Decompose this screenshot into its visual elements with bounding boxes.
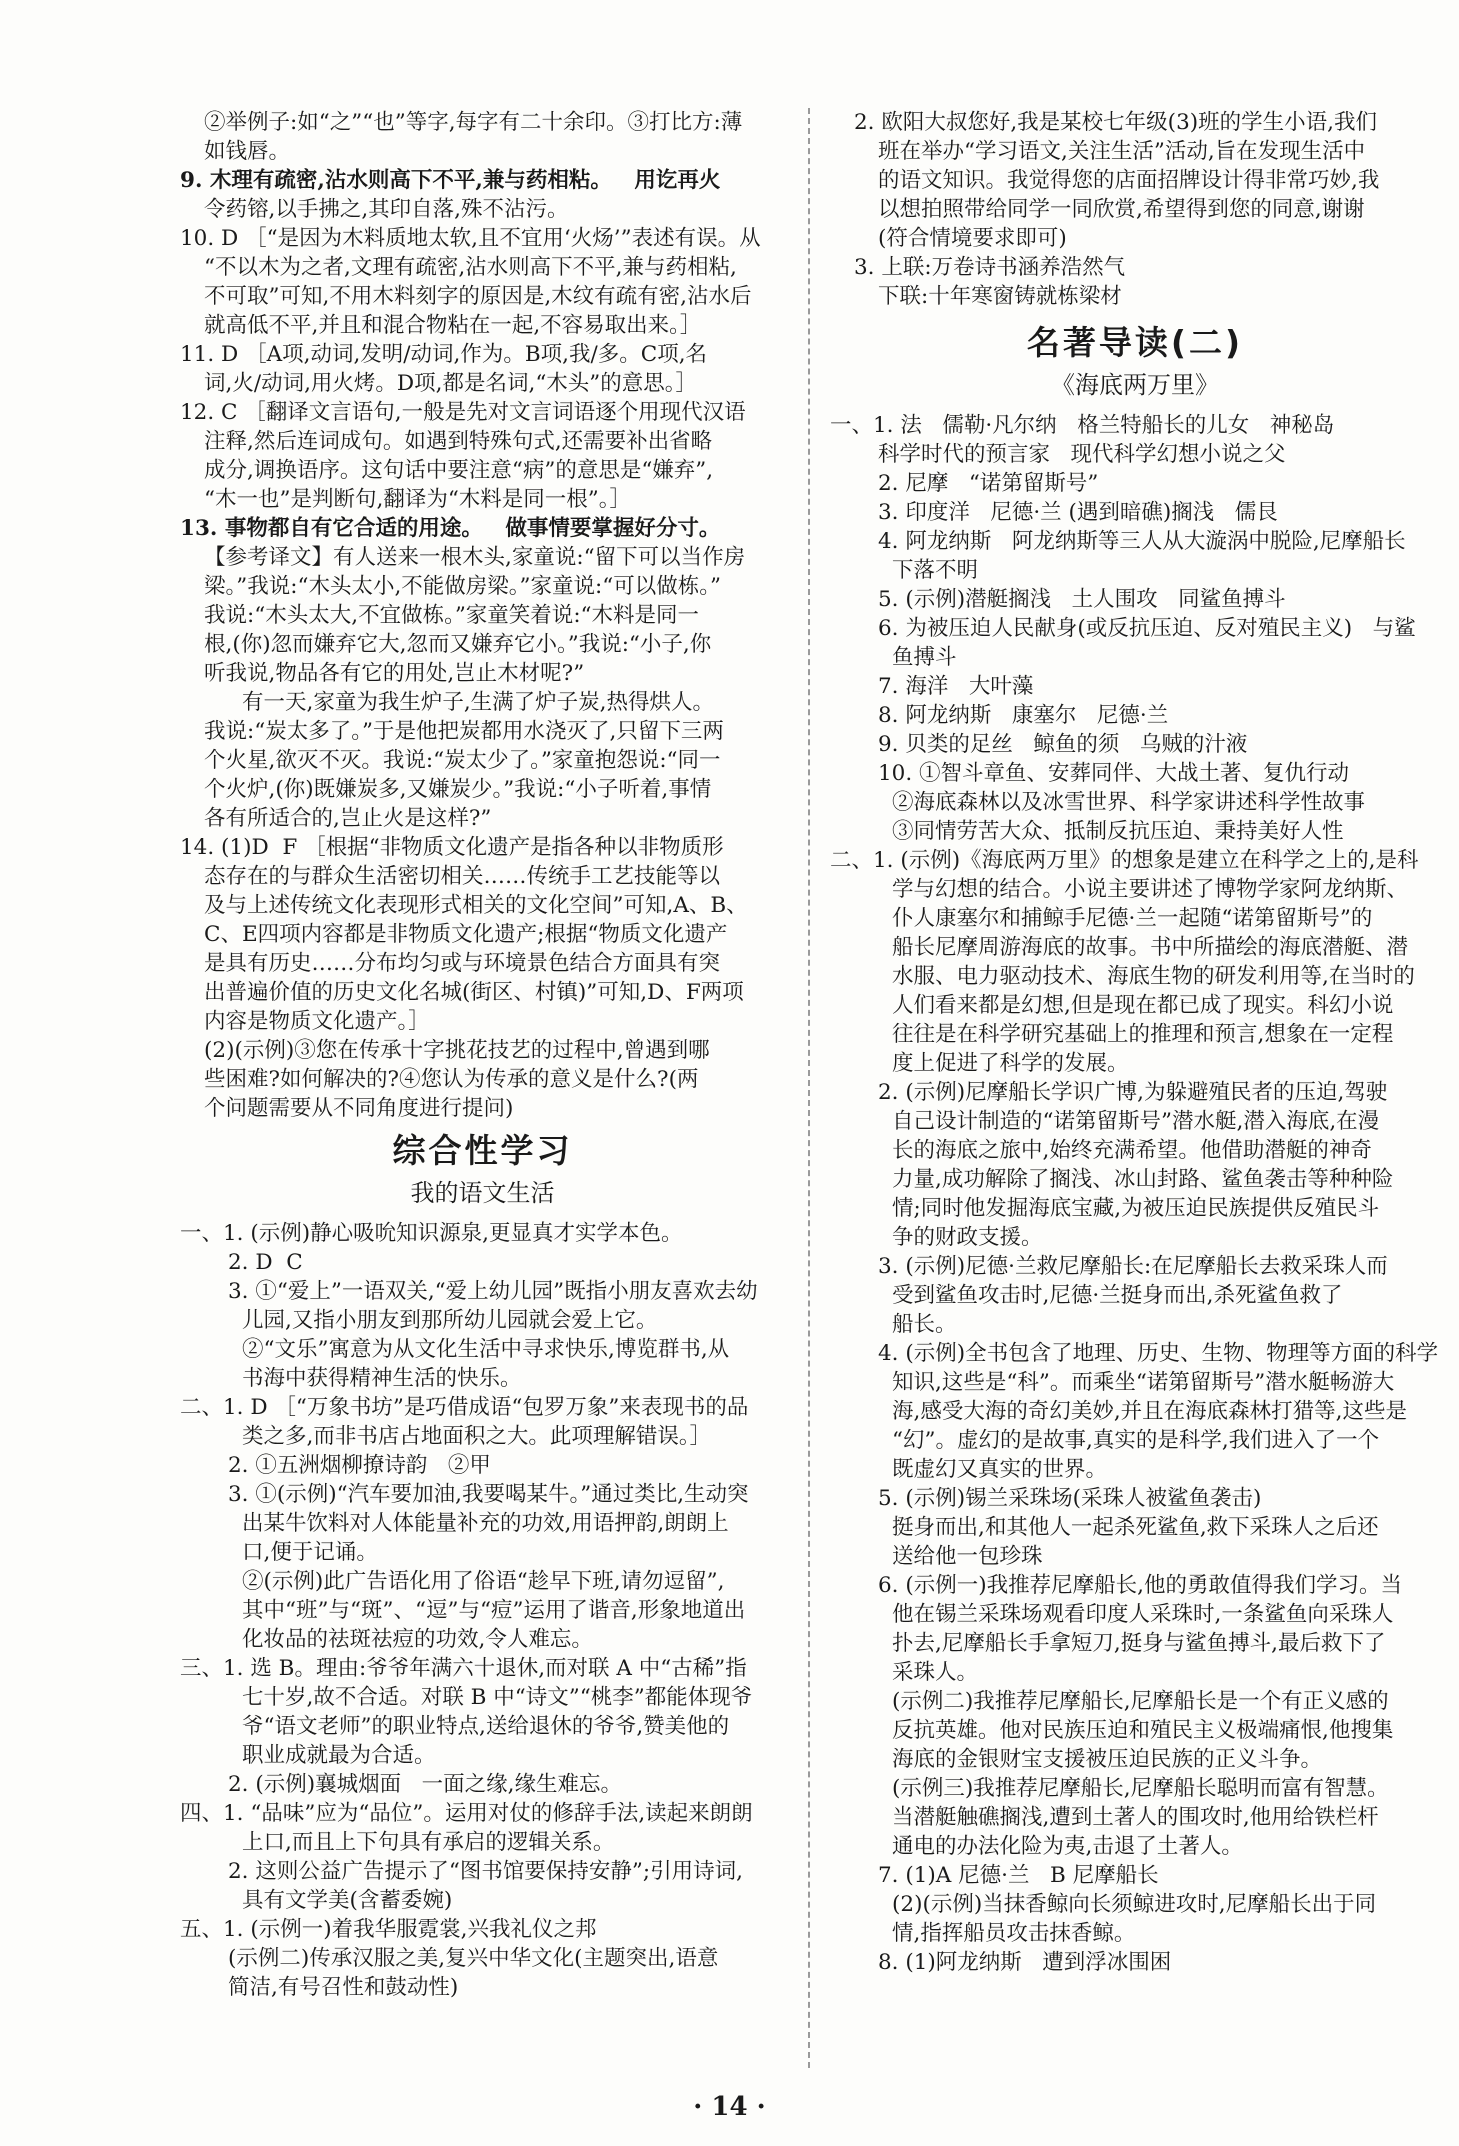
text-line: 成分,调换语序。这句话中要注意“病”的意思是“嫌弃”, xyxy=(204,458,714,483)
text-line: 二、1. (示例)《海底两万里》的想象是建立在科学之上的,是科 xyxy=(830,848,1419,873)
left-answers-block xyxy=(180,108,785,1123)
text-line: 听我说,物品各有它的用处,岂止木材呢?” xyxy=(204,661,585,686)
text-line: 当潜艇触礁搁浅,遭到土著人的围攻时,他用给铁栏杆 xyxy=(892,1805,1379,1830)
text-line: 是具有历史……分布均匀或与环境景色结合方面具有突 xyxy=(204,951,721,976)
text-line: 受到鲨鱼攻击时,尼德·兰挺身而出,杀死鲨鱼救了 xyxy=(892,1283,1343,1308)
text-line: 情,指挥船员攻击抹香鲸。 xyxy=(892,1921,1136,1946)
text-line: “木一也”是判断句,翻译为“木料是同一根”。］ xyxy=(204,487,632,512)
left-comprehensive-block xyxy=(180,1219,785,2002)
text-line: 10. ①智斗章鱼、安葬同伴、大战土著、复仇行动 xyxy=(878,761,1350,786)
text-line: 个问题需要从不同角度进行提问) xyxy=(204,1096,514,1121)
text-line: 一、1. (示例)静心吸吮知识源泉,更显真才实学本色。 xyxy=(180,1221,683,1246)
text-line: 的语文知识。我觉得您的店面招牌设计得非常巧妙,我 xyxy=(878,168,1380,193)
text-line: 有一天,家童为我生炉子,生满了炉子炭,热得烘人。 xyxy=(242,690,715,715)
left-column xyxy=(180,108,785,2002)
text-line: 通电的办法化险为夷,击退了土著人。 xyxy=(892,1834,1243,1859)
text-line: 人们看来都是幻想,但是现在都已成了现实。科幻小说 xyxy=(892,993,1394,1018)
text-line: 7. 海洋 大叶藻 xyxy=(878,674,1034,699)
text-line: 班在举办“学习语文,关注生活”活动,旨在发现生活中 xyxy=(878,139,1366,164)
text-line: 3. 上联:万卷诗书涵养浩然气 xyxy=(854,255,1126,280)
text-line: 2. 欧阳大叔您好,我是某校七年级(3)班的学生小语,我们 xyxy=(854,110,1377,135)
text-line: C、E四项内容都是非物质文化遗产;根据“物质文化遗产 xyxy=(204,922,728,947)
text-line: 8. (1)阿龙纳斯 遭到浮冰围困 xyxy=(878,1950,1172,1975)
text-line: (示例二)我推荐尼摩船长,尼摩船长是一个有正义感的 xyxy=(892,1689,1389,1714)
text-line: 儿园,又指小朋友到那所幼儿园就会爱上它。 xyxy=(242,1308,658,1333)
text-line: 度上促进了科学的发展。 xyxy=(892,1051,1129,1076)
text-line: 出某牛饮料对人体能量补充的功效,用语押韵,朗朗上 xyxy=(242,1511,729,1536)
text-line: 2. 尼摩 “诺第留斯号” xyxy=(878,471,1099,496)
text-line: 个火星,欲灭不灭。我说:“炭太少了。”家童抱怨说:“同一 xyxy=(204,748,721,773)
text-line: 以想拍照带给同学一同欣赏,希望得到您的同意,谢谢 xyxy=(878,197,1365,222)
text-line: 及与上述传统文化表现形式相关的文化空间”可知,A、B、 xyxy=(204,893,748,918)
section-title-zonghexing: 综合性学习 xyxy=(392,1131,573,1170)
text-line: 上口,而且上下句具有承启的逻辑关系。 xyxy=(242,1830,615,1855)
text-line: 词,火/动词,用火烤。D项,都是名词,“木头”的意思。］ xyxy=(204,371,698,396)
text-line: 知识,这些是“科”。而乘坐“诺第留斯号”潜水艇畅游大 xyxy=(892,1370,1395,1395)
text-line: ②海底森林以及冰雪世界、科学家讲述科学性故事 xyxy=(892,790,1366,815)
text-line: 二、1. D ［“万象书坊”是巧借成语“包罗万象”来表现书的品 xyxy=(180,1395,749,1420)
text-line: “幻”。虚幻的是故事,真实的是科学,我们进入了一个 xyxy=(892,1428,1380,1453)
text-line: 内容是物质文化遗产。］ xyxy=(204,1009,430,1034)
text-line: 船长。 xyxy=(892,1312,957,1337)
text-line: 仆人康塞尔和捕鲸手尼德·兰一起随“诺第留斯号”的 xyxy=(892,906,1373,931)
text-line: 不可取”可知,不用木料刻字的原因是,木纹有疏有密,沾水后 xyxy=(204,284,752,309)
text-line: 其中“班”与“斑”、“逗”与“痘”运用了谐音,形象地道出 xyxy=(242,1598,746,1623)
text-line: 6. (示例一)我推荐尼摩船长,他的勇敢值得我们学习。当 xyxy=(878,1573,1402,1598)
text-line: 2. ①五洲烟柳撩诗韵 ②甲 xyxy=(228,1453,491,1478)
text-line: 职业成就最为合适。 xyxy=(242,1743,436,1768)
text-line: 2. D C xyxy=(228,1250,303,1275)
text-line: 个火炉,(你)既嫌炭多,又嫌炭少。”我说:“小子听着,事情 xyxy=(204,777,712,802)
text-line: 我说:“木头太大,不宜做栋。”家童笑着说:“木料是同一 xyxy=(204,603,700,628)
text-line: 各有所适合的,岂止火是这样?” xyxy=(204,806,492,831)
text-line: 他在锡兰采珠场观看印度人采珠时,一条鲨鱼向采珠人 xyxy=(892,1602,1394,1627)
text-line: 2. 这则公益广告提示了“图书馆要保持安静”;引用诗词, xyxy=(228,1859,743,1884)
text-line: 挺身而出,和其他人一起杀死鲨鱼,救下采珠人之后还 xyxy=(892,1515,1379,1540)
text-line: 态存在的与群众生活密切相关……传统手工艺技能等以 xyxy=(204,864,721,889)
text-line: 11. D ［A项,动词,发明/动词,作为。B项,我/多。C项,名 xyxy=(180,342,708,367)
text-line: 水服、电力驱动技术、海底生物的研发利用等,在当时的 xyxy=(892,964,1415,989)
text-line: 6. 为被压迫人民献身(或反抗压迫、反对殖民主义) 与鲨 xyxy=(878,616,1416,641)
section-subtitle-book: 《海底两万里》 xyxy=(1051,371,1219,399)
text-line: 2. (示例)尼摩船长学识广博,为躲避殖民者的压迫,驾驶 xyxy=(878,1080,1388,1105)
text-line: 往往是在科学研究基础上的推理和预言,想象在一定程 xyxy=(892,1022,1394,1047)
text-line: 爷“语文老师”的职业特点,送给退休的爷爷,赞美他的 xyxy=(242,1714,730,1739)
text-line: 海底的金银财宝支援被压迫民族的正义斗争。 xyxy=(892,1747,1323,1772)
text-line: 既虚幻又真实的世界。 xyxy=(892,1457,1108,1482)
text-line: 3. ①“爱上”一语双关,“爱上幼儿园”既指小朋友喜欢去幼 xyxy=(228,1279,758,1304)
text-line: 7. (1)A 尼德·兰 B 尼摩船长 xyxy=(878,1863,1159,1888)
section-subtitle-yuwen-shenghuo: 我的语文生活 xyxy=(410,1179,555,1207)
text-line: 简洁,有号召性和鼓动性) xyxy=(228,1975,459,2000)
text-line: (示例三)我推荐尼摩船长,尼摩船长聪明而富有智慧。 xyxy=(892,1776,1389,1801)
text-line: 长的海底之旅中,始终充满希望。他借助潜艇的神奇 xyxy=(892,1138,1372,1163)
text-line: 送给他一包珍珠 xyxy=(892,1544,1043,1569)
right-column xyxy=(830,108,1440,1977)
text-line: 下落不明 xyxy=(892,558,979,583)
text-line: 四、1. “品味”应为“品位”。运用对仗的修辞手法,读起来朗朗 xyxy=(180,1801,753,1826)
right-answers-block xyxy=(830,108,1440,311)
page-number: · 14 · xyxy=(693,2092,766,2122)
text-line: (符合情境要求即可) xyxy=(878,226,1067,251)
text-line: 令药镕,以手拂之,其印自落,殊不沾污。 xyxy=(204,197,569,222)
text-line: 2. (示例)襄城烟面 一面之缘,缘生难忘。 xyxy=(228,1772,622,1797)
text-line: 书海中获得精神生活的快乐。 xyxy=(242,1366,522,1391)
text-line: 3. (示例)尼德·兰救尼摩船长:在尼摩船长去救采珠人而 xyxy=(878,1254,1388,1279)
text-line: ③同情劳苦大众、抵制反抗压迫、秉持美好人性 xyxy=(892,819,1344,844)
text-line: 自己设计制造的“诺第留斯号”潜水艇,潜入海底,在漫 xyxy=(892,1109,1380,1134)
text-line: “不以木为之者,文理有疏密,沾水则高下不平,兼与药相粘, xyxy=(204,255,737,280)
column-divider xyxy=(808,108,810,2068)
text-line: 4. 阿龙纳斯 阿龙纳斯等三人从大漩涡中脱险,尼摩船长 xyxy=(878,529,1406,554)
text-line: 科学时代的预言家 现代科学幻想小说之父 xyxy=(878,442,1286,467)
text-line: 口,便于记诵。 xyxy=(242,1540,378,1565)
text-line: 【参考译文】有人送来一根木头,家童说:“留下可以当作房 xyxy=(204,545,746,570)
text-line: 我说:“炭太多了。”于是他把炭都用水浇灭了,只留下三两 xyxy=(204,719,724,744)
text-line: 海,感受大海的奇幻美妙,并且在海底森林打猎等,这些是 xyxy=(892,1399,1408,1424)
text-line: 8. 阿龙纳斯 康塞尔 尼德·兰 xyxy=(878,703,1169,728)
section-title-mingzhu: 名著导读(二) xyxy=(1026,323,1244,362)
text-line: 10. D ［“是因为木料质地太软,且不宜用‘火炀’”表述有误。从 xyxy=(180,226,761,251)
text-line: (示例二)传承汉服之美,复兴中华文化(主题突出,语意 xyxy=(228,1946,719,1971)
text-line: 如钱唇。 xyxy=(204,139,291,164)
text-line: 14. (1)D F ［根据“非物质文化遗产是指各种以非物质形 xyxy=(180,835,724,860)
text-line: 学与幻想的结合。小说主要讲述了博物学家阿龙纳斯、 xyxy=(892,877,1409,902)
text-line: ②(示例)此广告语化用了俗语“趁早下班,请勿逗留”, xyxy=(242,1569,725,1594)
text-line: 13. 事物都自有它合适的用途。 做事情要掌握好分寸。 xyxy=(180,516,721,541)
text-line: ②“文乐”寓意为从文化生活中寻求快乐,博览群书,从 xyxy=(242,1337,730,1362)
text-line: 鱼搏斗 xyxy=(892,645,957,670)
text-line: 类之多,而非书店占地面积之大。此项理解错误。］ xyxy=(242,1424,712,1449)
text-line: 下联:十年寒窗铸就栋梁材 xyxy=(878,284,1122,309)
text-line: 船长尼摩周游海底的故事。书中所描绘的海底潜艇、潜 xyxy=(892,935,1409,960)
text-line: 反抗英雄。他对民族压迫和殖民主义极端痛恨,他搜集 xyxy=(892,1718,1394,1743)
text-line: 9. 贝类的足丝 鲸鱼的须 乌贼的汁液 xyxy=(878,732,1248,757)
text-line: 五、1. (示例一)着我华服霓裳,兴我礼仪之邦 xyxy=(180,1917,597,1942)
text-line: 5. (示例)锡兰采珠场(采珠人被鲨鱼袭击) xyxy=(878,1486,1262,1511)
text-line: 4. (示例)全书包含了地理、历史、生物、物理等方面的科学 xyxy=(878,1341,1439,1366)
text-line: 扑去,尼摩船长手拿短刀,挺身与鲨鱼搏斗,最后救下了 xyxy=(892,1631,1386,1656)
text-line: (2)(示例)当抹香鲸向长须鲸进攻时,尼摩船长出于同 xyxy=(892,1892,1377,1917)
text-line: 根,(你)忽而嫌弃它大,忽而又嫌弃它小。”我说:“小子,你 xyxy=(204,632,712,657)
text-line: 力量,成功解除了搁浅、冰山封路、鲨鱼袭击等种种险 xyxy=(892,1167,1394,1192)
text-line: ②举例子:如“之”“也”等字,每字有二十余印。③打比方:薄 xyxy=(204,110,743,135)
text-line: 情;同时他发掘海底宝藏,为被压迫民族提供反殖民斗 xyxy=(892,1196,1380,1221)
text-line: 具有文学美(含蓄委婉) xyxy=(242,1888,453,1913)
text-line: 12. C ［翻译文言语句,一般是先对文言词语逐个用现代汉语 xyxy=(180,400,746,425)
text-line: 三、1. 选 B。理由:爷爷年满六十退休,而对联 A 中“古稀”指 xyxy=(180,1656,747,1681)
text-line: 争的财政支援。 xyxy=(892,1225,1043,1250)
text-line: 9. 木理有疏密,沾水则高下不平,兼与药相粘。 用讫再火 xyxy=(180,168,721,193)
text-line: 5. (示例)潜艇搁浅 土人围攻 同鲨鱼搏斗 xyxy=(878,587,1286,612)
text-line: 出普遍价值的历史文化名城(街区、村镇)”可知,D、F两项 xyxy=(204,980,744,1005)
right-reading-block xyxy=(830,411,1440,1977)
text-line: 梁。”我说:“木头太小,不能做房梁。”家童说:“可以做栋。” xyxy=(204,574,722,599)
text-line: 就高低不平,并且和混合物粘在一起,不容易取出来。］ xyxy=(204,313,702,338)
text-line: 3. ①(示例)“汽车要加油,我要喝某牛。”通过类比,生动突 xyxy=(228,1482,749,1507)
text-line: 些困难?如何解决的?④您认为传承的意义是什么?(两 xyxy=(204,1067,699,1092)
text-line: 注释,然后连词成句。如遇到特殊句式,还需要补出省略 xyxy=(204,429,713,454)
text-line: 3. 印度洋 尼德·兰 (遇到暗礁)搁浅 儒艮 xyxy=(878,500,1278,525)
text-line: 采珠人。 xyxy=(892,1660,979,1685)
text-line: 化妆品的祛斑祛痘的功效,令人难忘。 xyxy=(242,1627,593,1652)
text-line: (2)(示例)③您在传承十字挑花技艺的过程中,曾遇到哪 xyxy=(204,1038,710,1063)
text-line: 一、1. 法 儒勒·凡尔纳 格兰特船长的儿女 神秘岛 xyxy=(830,413,1335,438)
text-line: 七十岁,故不合适。对联 B 中“诗文”“桃李”都能体现爷 xyxy=(242,1685,753,1710)
